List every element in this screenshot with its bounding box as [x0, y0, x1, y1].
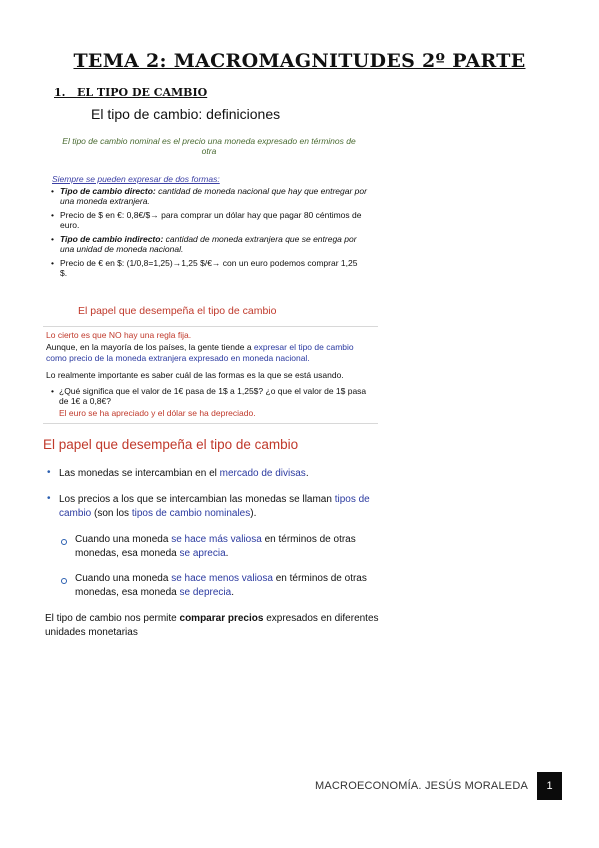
definition-line-2: otra: [201, 146, 217, 156]
circle-bullet-icon: [61, 539, 67, 545]
appreciation-text: Cuando una moneda se hace más valiosa en términos de otras monedas, esa moneda se aprecia.: [75, 534, 356, 559]
conclusion-text: El tipo de cambio nos permite comparar precios expresados en diferentes unidades monetarias: [45, 613, 379, 638]
footer-author: MACROECONOMÍA. JESÚS MORALEDA: [315, 780, 528, 792]
section-number: 1.: [54, 86, 66, 99]
list-item: • Precio de € en $: (1/0,8=1,25)→1,25 $/€→ con un euro podemos comprar 1,25 $.: [50, 258, 380, 278]
box-question: ¿Qué significa que el valor de 1€ pasa de 1$ a 1,25$? ¿o que el valor de 1$ pasa de 1€ a 0,8€?: [59, 386, 367, 406]
section-heading: [54, 86, 207, 99]
definition-line-1: El tipo de cambio nominal es el precio una moneda expresado en términos de: [62, 136, 356, 146]
bullet-prices-text: Los precios a los que se intercambian las monedas se llaman tipos de cambio (son los tipos de cambio nominales).: [59, 494, 370, 519]
always-note: Siempre se pueden expresar de dos formas:: [52, 174, 220, 184]
box-question-bullet: •: [51, 386, 54, 396]
page-number: 1: [537, 772, 562, 800]
circle-bullet-icon: [61, 578, 67, 584]
papel-heading-large: El papel que desempeña el tipo de cambio: [43, 437, 299, 452]
definition-text: [54, 136, 364, 156]
bullet-marker: •: [47, 467, 51, 478]
list-item: • Precio de $ en €: 0,8€/$→ para comprar un dólar hay que pagar 80 céntimos de euro.: [50, 210, 380, 230]
definition-bullet-list: [50, 186, 380, 282]
list-item: • Tipo de cambio indirecto: cantidad de moneda extranjera que se entrega por una unidad de moneda nacional.: [50, 234, 380, 254]
box-answer: El euro se ha apreciado y el dólar se ha depreciado.: [59, 408, 256, 418]
bullet-marker: •: [47, 493, 51, 504]
papel-heading-small: El papel que desempeña el tipo de cambio: [78, 305, 277, 317]
section-subtitle: El tipo de cambio: definiciones: [91, 106, 281, 122]
document-title: TEMA 2: MACROMAGNITUDES 2º PARTE: [73, 50, 526, 72]
list-item: • Tipo de cambio directo: cantidad de moneda nacional que hay que entregar por una moneda extranjera.: [50, 186, 380, 206]
box-line-important: Lo realmente importante es saber cuál de las formas es la que se está usando.: [46, 370, 344, 380]
bullet-market-text: Las monedas se intercambian en el mercado de divisas.: [59, 468, 309, 479]
explanation-box: [43, 326, 378, 424]
box-line-rule: Lo cierto es que NO hay una regla fija.: [46, 330, 192, 340]
box-line-usage: Aunque, en la mayoría de los países, la gente tiende a expresar el tipo de cambio: [46, 342, 354, 352]
section-heading-text: EL TIPO DE CAMBIO: [76, 86, 208, 99]
depreciation-text: Cuando una moneda se hace menos valiosa en términos de otras monedas, esa moneda se deprecia.: [75, 573, 367, 598]
box-line-expression: como precio de la moneda extranjera expresado en moneda nacional.: [46, 353, 310, 363]
